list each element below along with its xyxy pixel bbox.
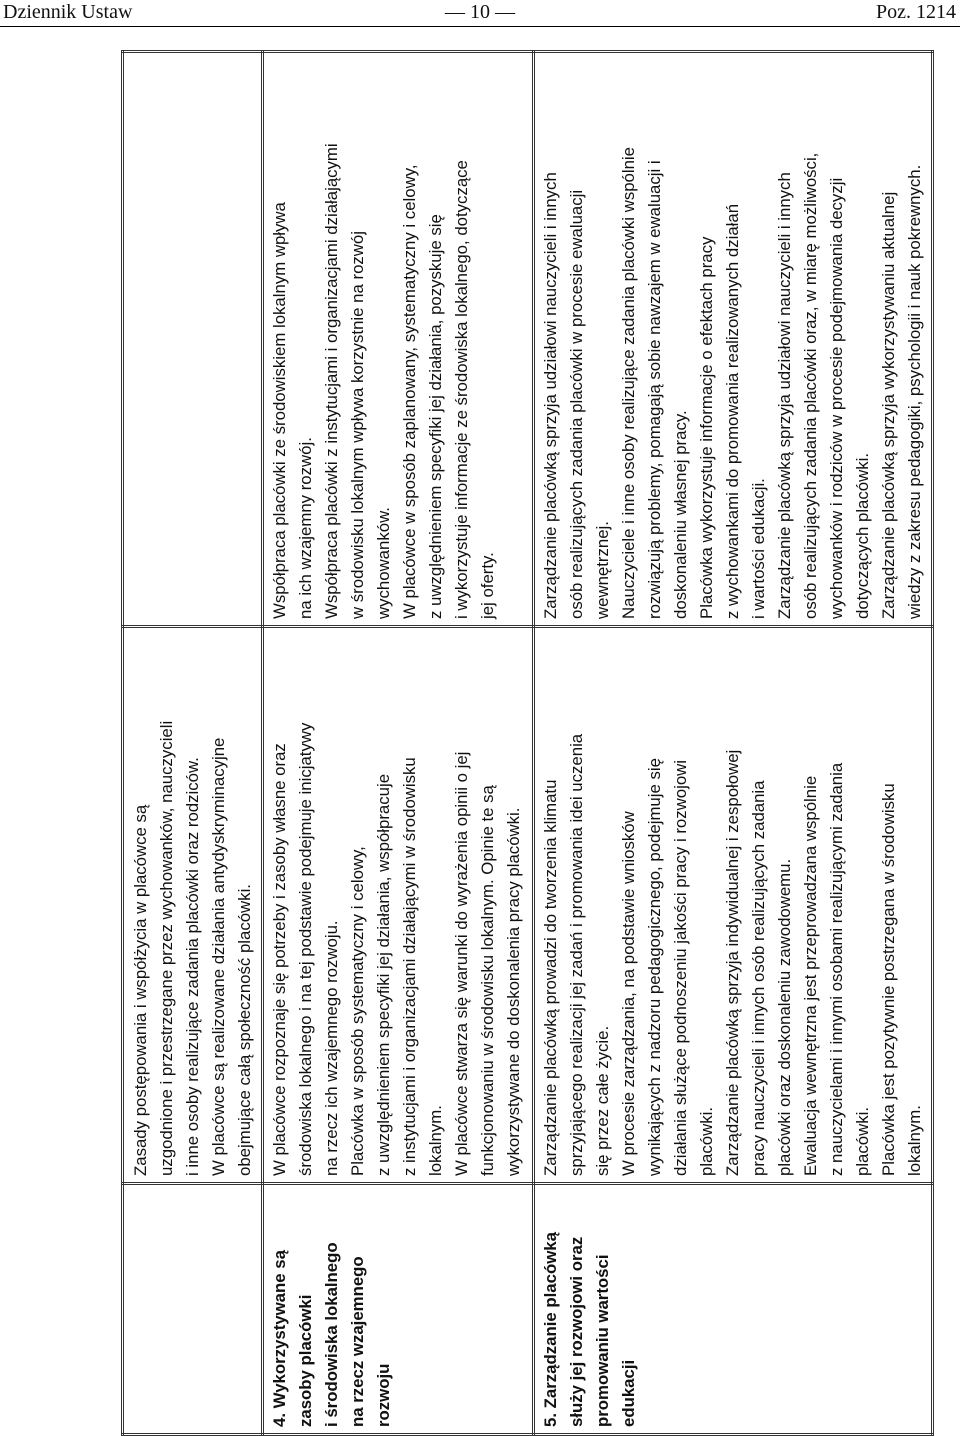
text-line: Zarządzanie placówką sprzyja udziałowi nauczycieli i innych	[541, 172, 560, 619]
text-line: wynikających z nadzoru pedagogicznego, podejmuje się	[645, 758, 664, 1176]
text-line: Zarządzanie placówką prowadzi do tworzenia klimatu	[541, 779, 560, 1176]
page-header	[0, 0, 960, 26]
text-line: rozwiązują problemy, pomagają sobie nawzajem w ewaluacji i	[645, 160, 664, 619]
text-line: i środowiska lokalnego	[322, 1242, 341, 1427]
text-line: i wykorzystuje informacje ze środowiska lokalnego, dotyczące	[452, 160, 471, 619]
text-line: 4. Wykorzystywane są	[270, 1250, 289, 1427]
text-line: Zarządzanie placówką sprzyja udziałowi nauczycieli i innych	[775, 172, 794, 619]
table-row	[534, 52, 933, 1435]
text-line: sprzyjającego realizacji jej zadań i promowania idei uczenia	[567, 733, 586, 1176]
text-line: Zarządzanie placówką sprzyja indywidualnej i zespołowej	[723, 749, 742, 1176]
text-line: z wychowankami do promowania realizowanych działań	[723, 203, 742, 619]
text-line: doskonaleniu własnej pracy.	[671, 410, 690, 619]
text-line: uzgodnione i przestrzegane przez wychowanków, nauczycieli	[157, 720, 176, 1176]
table-body	[123, 52, 933, 1435]
text-line: środowiska lokalnego i na tej podstawie podejmuje inicjatywy	[296, 722, 315, 1176]
text-line: placówki oraz doskonaleniu zawodowemu.	[775, 858, 794, 1176]
text-line: służy jej rozwojowi oraz	[567, 1236, 586, 1427]
page-number: — 10 —	[445, 1, 515, 23]
text-line: Zasady postępowania i współżycia w placówce są	[131, 804, 150, 1176]
text-line: dotyczących placówki.	[853, 452, 872, 619]
text-line: edukacji	[619, 1359, 638, 1427]
text-line: Placówka wykorzystuje informacje o efektach pracy	[697, 236, 716, 619]
text-line: W procesie zarządzania, na podstawie wniosków	[619, 811, 638, 1176]
requirement-cell	[123, 1184, 263, 1435]
text-line: W placówce stwarza się warunki do wyrażenia opinii o jej	[452, 751, 471, 1176]
characteristics-high-cell	[534, 52, 933, 627]
text-line: z uwzględnieniem specyfiki jej działania, współpracuje	[374, 773, 393, 1176]
text-line: i inne osoby realizujące zadania placówki oraz rodziców.	[183, 757, 202, 1176]
text-line: placówki.	[853, 1106, 872, 1176]
journal-title: Dziennik Ustaw	[3, 1, 133, 23]
text-line: W placówce rozpoznaje się potrzeby i zasoby własne oraz	[270, 743, 289, 1176]
position-number: Poz. 1214	[876, 1, 956, 23]
text-line: wychowanków i rodziców w procesie podejmowania decyzji	[827, 177, 846, 619]
text-line: jej oferty.	[478, 552, 497, 619]
text-line: na rzecz ich wzajemnego rozwoju.	[322, 920, 341, 1176]
text-line: Zarządzanie placówką sprzyja wykorzystywaniu aktualnej	[879, 191, 898, 619]
text-line: Placówka w sposób systematyczny i celowy,	[348, 846, 367, 1176]
text-line: wiedzy z zakresu pedagogiki, psychologii i nauk pokrewnych.	[905, 164, 924, 619]
text-line: osób realizujących zadania placówki oraz, w miarę możliwości,	[801, 152, 820, 619]
text-line: rozwoju	[374, 1363, 393, 1427]
characteristics-basic-cell	[534, 627, 933, 1184]
requirement-cell	[263, 1184, 534, 1435]
text-line: się przez całe życie.	[593, 1025, 612, 1176]
text-line: promowaniu wartości	[593, 1254, 612, 1427]
text-line: Współpraca placówki ze środowiskiem lokalnym wpływa	[270, 202, 289, 619]
text-line: funkcjonowaniu w środowisku lokalnym. Opinie te są	[478, 785, 497, 1176]
text-line: Nauczyciele i inne osoby realizujące zadania placówki wspólnie	[619, 147, 638, 619]
text-line: lokalnym.	[905, 1105, 924, 1176]
table-row	[123, 52, 263, 1435]
text-line: obejmujące całą społeczność placówki.	[235, 884, 254, 1176]
text-line: pracy nauczycieli i innych osób realizujących zadania	[749, 780, 768, 1176]
text-line: Placówka jest pozytywnie postrzegana w środowisku	[879, 783, 898, 1176]
characteristics-basic-cell	[123, 627, 263, 1184]
requirements-table	[121, 50, 934, 1436]
text-line: Ewaluacja wewnętrzna jest przeprowadzana wspólnie	[801, 775, 820, 1176]
text-line: w środowisku lokalnym wpływa korzystnie na rozwój	[348, 231, 367, 619]
text-line: z instytucjami i organizacjami działającymi w środowisku	[400, 757, 419, 1176]
text-line: wewnętrznej.	[593, 521, 612, 619]
text-line: działania służące podnoszeniu jakości pracy i rozwojowi	[671, 759, 690, 1176]
rotated-table-page	[121, 68, 924, 1436]
text-line: wykorzystywane do doskonalenia pracy placówki.	[504, 807, 523, 1176]
text-line: zasoby placówki	[296, 1294, 315, 1427]
requirement-cell	[534, 1184, 933, 1435]
header-divider	[0, 26, 960, 27]
characteristics-high-cell	[263, 52, 534, 627]
text-line: 5. Zarządzanie placówką	[541, 1232, 560, 1427]
text-line: placówki.	[697, 1106, 716, 1176]
table-row	[263, 52, 534, 1435]
text-line: wychowanków.	[374, 507, 393, 619]
text-line: na rzecz wzajemnego	[348, 1256, 367, 1427]
characteristics-basic-cell	[263, 627, 534, 1184]
text-line: i wartości edukacji.	[749, 478, 768, 619]
text-line: osób realizujących zadania placówki w procesie ewaluacji	[567, 189, 586, 619]
text-line: lokalnym.	[426, 1105, 445, 1176]
text-line: W placówce są realizowane działania antydyskryminacyjne	[209, 737, 228, 1176]
characteristics-high-cell	[123, 52, 263, 627]
text-line: na ich wzajemny rozwój.	[296, 437, 315, 619]
text-line: z uwzględnieniem specyfiki jej działania, pozyskuje się	[426, 214, 445, 619]
text-line: Współpraca placówki z instytucjami i organizacjami działającymi	[322, 143, 341, 619]
text-line: z nauczycielami i innymi osobami realizującymi zadania	[827, 762, 846, 1176]
text-line: W placówce w sposób zaplanowany, systematyczny i celowy,	[400, 164, 419, 619]
